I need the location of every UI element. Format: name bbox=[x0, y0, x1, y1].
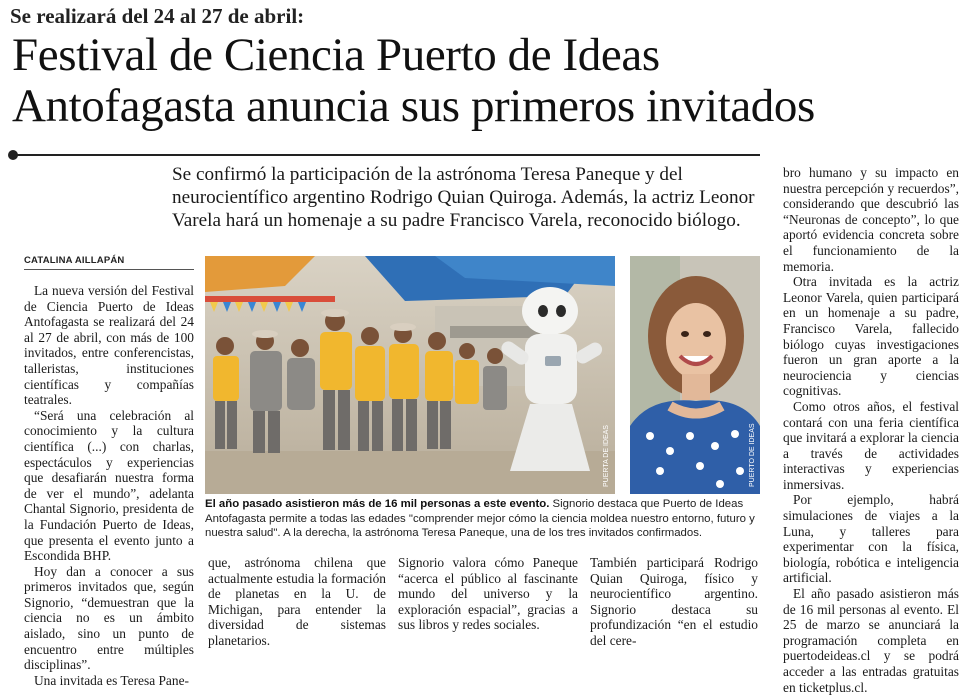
body-column-2 bbox=[208, 555, 386, 649]
paragraph: bro humano y su impacto en nuestra percepción y recuerdos”, considerando que descubrió las “Neuronas de concepto”, lo que aportó evidencia concreta sobre el funcionamiento de la memoria. bbox=[783, 165, 959, 274]
paragraph: Hoy dan a conocer a sus primeros invitados que, según Signorio, “demuestran que la ciencia no es un ámbito aislado, sino un punto de encuentro entre múltiples disciplinas”. bbox=[24, 563, 194, 673]
byline: CATALINA AILLAPÁN bbox=[24, 255, 125, 266]
body-column-3 bbox=[398, 555, 578, 633]
festival-photo-image bbox=[205, 256, 615, 494]
paragraph: Signorio valora cómo Paneque “acerca el público al fascinante mundo del universo y la exploración espacial”, gracias a sus libros y redes sociales. bbox=[398, 555, 578, 633]
headline-divider bbox=[10, 154, 760, 156]
paragraph: que, astrónoma chilena que actualmente estudia la formación de planetas en la U. de Michigan, para entender la diversidad de sistemas planetarios. bbox=[208, 555, 386, 648]
caption-text: Signorio destaca que Puerto de Ideas Antofagasta permite a todas las edades "comprender mejor cómo la ciencia moldea nuestro entorno, futuro y nuestra salud". A la derecha, la astrónoma Teresa Paneque, una de los tres invitados confirmados. bbox=[205, 498, 755, 539]
body-column-4 bbox=[590, 555, 758, 649]
lede-text: Se confirmó la participación de la astrónoma Teresa Paneque y del neurocientífico argentino Rodrigo Quian Quiroga. Además, la actriz Leonor Varela hará un homenaje a su padre Francisco Varela, reconocido biólogo. bbox=[172, 164, 755, 231]
paragraph: Otra invitada es la actriz Leonor Varela, quien participará en un homenaje a su padre, Francisco Varela, fallecido biólogo cuyas investigaciones fueron un gran aporte a la neurociencia y ciencias cognitivas. bbox=[783, 274, 959, 399]
body-column-5 bbox=[783, 165, 959, 695]
paragraph: Como otros años, el festival contará con una feria científica que invitará a explorar la ciencia a través de actividades interactivas y experiencias inmersivas. bbox=[783, 398, 959, 492]
byline-divider bbox=[24, 269, 194, 270]
paragraph: “Será una celebración al conocimiento y la cultura científica (...) con charlas, espectáculos y experiencias que desafiarán nuestra forma de ver el mundo”, adelanta Chantal Signorio, presidenta de la Fundación Puerto de Ideas, que presenta el evento junto a Escondida BHP. bbox=[24, 407, 194, 564]
paragraph: La nueva versión del Festival de Ciencia Puerto de Ideas Antofagasta se realizará del 24 al 27 de abril, con más de 100 invitados, entre conferencistas, talleristas, instituciones científicas y compañías teatrales. bbox=[24, 283, 194, 408]
festival-photo bbox=[205, 256, 615, 494]
paragraph: También participará Rodrigo Quian Quiroga, físico y neurocientífico argentino. Signorio destaca su profundización “en el estudio del cere- bbox=[590, 555, 758, 648]
paragraph: Por ejemplo, habrá simulaciones de viajes a la Luna, y talleres para experimentar con la física, biología, robótica e inteligencia artificial. bbox=[783, 492, 959, 586]
portrait-photo-image bbox=[630, 256, 760, 494]
headline-line-2: Antofagasta anuncia sus primeros invitados bbox=[12, 80, 815, 132]
headline-line-1: Festival de Ciencia Puerto de Ideas bbox=[12, 29, 660, 81]
photo-caption bbox=[205, 497, 760, 541]
kicker: Se realizará del 24 al 27 de abril: bbox=[10, 4, 305, 28]
paragraph: El año pasado asistieron más de 16 mil personas al evento. El 25 de marzo se anunciará la programación completa en puertodeideas.cl y se podrá acceder a las entradas gratuitas en ticketplus.cl. bbox=[783, 586, 959, 695]
headline bbox=[12, 30, 815, 132]
paragraph: Una invitada es Teresa Pane- bbox=[34, 672, 189, 688]
photo-credit: PUERTA DE IDEAS bbox=[603, 425, 610, 487]
body-column-1 bbox=[24, 283, 194, 688]
caption-bold: El año pasado asistieron más de 16 mil personas a este evento. bbox=[205, 498, 550, 510]
lede bbox=[172, 163, 757, 232]
photo-credit: PUERTO DE IDEAS bbox=[749, 423, 756, 487]
portrait-photo bbox=[630, 256, 760, 494]
